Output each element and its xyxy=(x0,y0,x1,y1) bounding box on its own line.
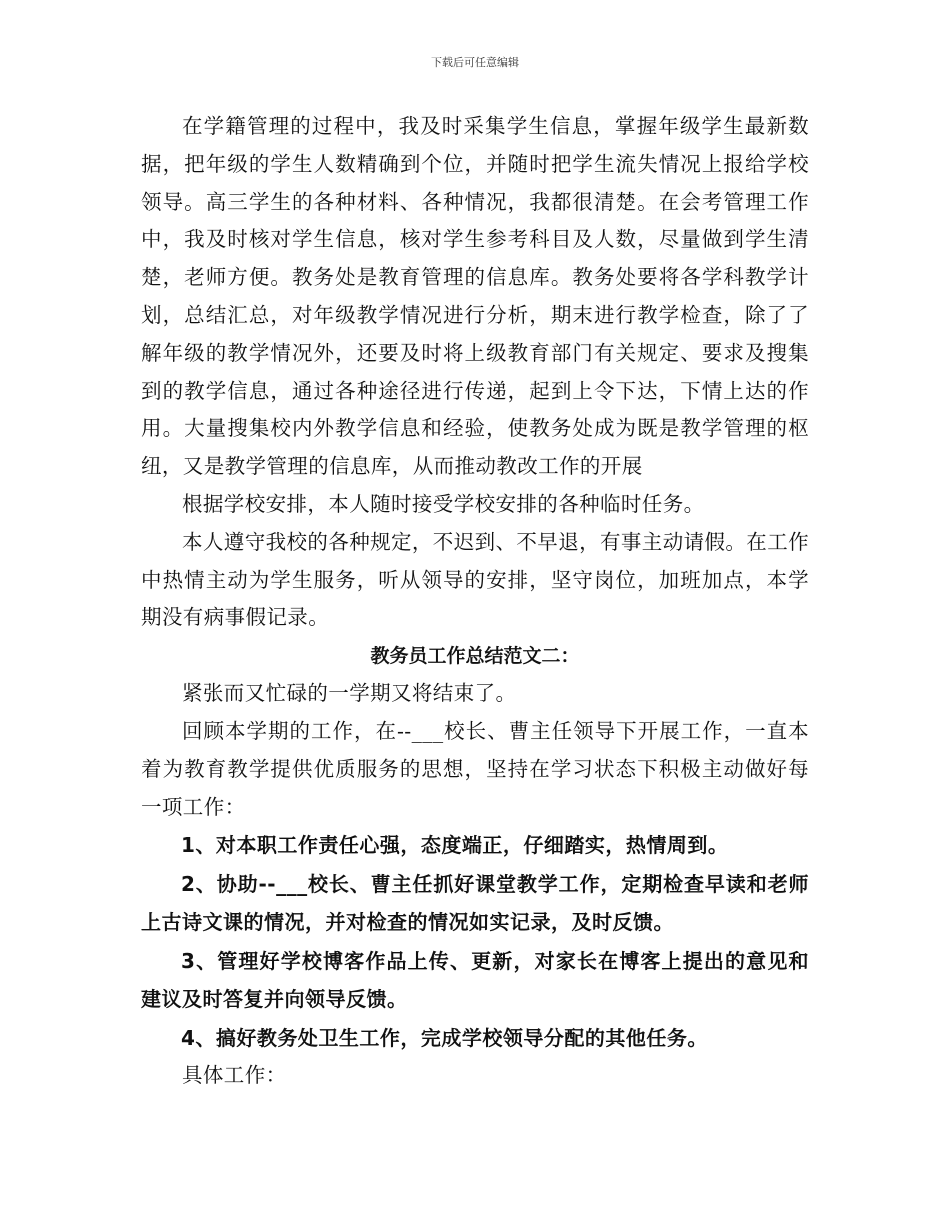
page-header: 下载后可任意编辑 xyxy=(431,56,519,69)
bold-item-2: 2、协助--___校长、曹主任抓好课堂教学工作，定期检查早读和老师上古诗文课的情况，并对检查的情况如实记录，及时反馈。 xyxy=(141,871,809,935)
paragraph-review: 回顾本学期的工作，在--___校长、曹主任领导下开展工作，一直本着为教育教学提供优质服务的思想，坚持在学习状态下积极主动做好每一项工作： xyxy=(141,718,809,819)
bold-item-1: 1、对本职工作责任心强，态度端正，仔细踏实，热情周到。 xyxy=(181,833,729,858)
paragraph-student-records: 在学籍管理的过程中，我及时采集学生信息，掌握年级学生最新数据，把年级的学生人数精确到个位，并随时把学生流失情况上报给学校领导。高三学生的各种材料、各种情况，我都很清楚。在会考管理工作中，我及时核对学生信息，核对学生参考科目及人数，尽量做到学生清楚，老师方便。教务处是教育管理的信息库。教务处要将各学科教学计划，总结汇总，对年级教学情况进行分析，期末进行教学检查，除了了解年级的教学情况外，还要及时将上级教育部门有关规定、要求及搜集到的教学信息，通过各种途径进行传递，起到上令下达，下情上达的作用。大量搜集校内外教学信息和经验，使教务处成为既是教学管理的枢纽，又是教学管理的信息库，从而推动教改工作的开展 xyxy=(141,114,809,479)
bold-item-3: 3、管理好学校博客作品上传、更新，对家长在博客上提出的意见和建议及时答复并向领导反馈。 xyxy=(141,948,809,1012)
paragraph-temporary-tasks: 根据学校安排，本人随时接受学校安排的各种临时任务。 xyxy=(182,491,705,516)
section-heading: 教务员工作总结范文二： xyxy=(370,645,580,668)
paragraph-semester-end: 紧张而又忙碌的一学期又将结束了。 xyxy=(182,681,517,706)
bold-item-4: 4、搞好教务处卫生工作，完成学校领导分配的其他任务。 xyxy=(181,1025,708,1050)
paragraph-specific-work: 具体工作： xyxy=(182,1063,287,1088)
paragraph-discipline: 本人遵守我校的各种规定，不迟到、不早退，有事主动请假。在工作中热情主动为学生服务，听从领导的安排，坚守岗位，加班加点，本学期没有病事假记录。 xyxy=(141,529,809,630)
document-body xyxy=(141,108,809,1095)
